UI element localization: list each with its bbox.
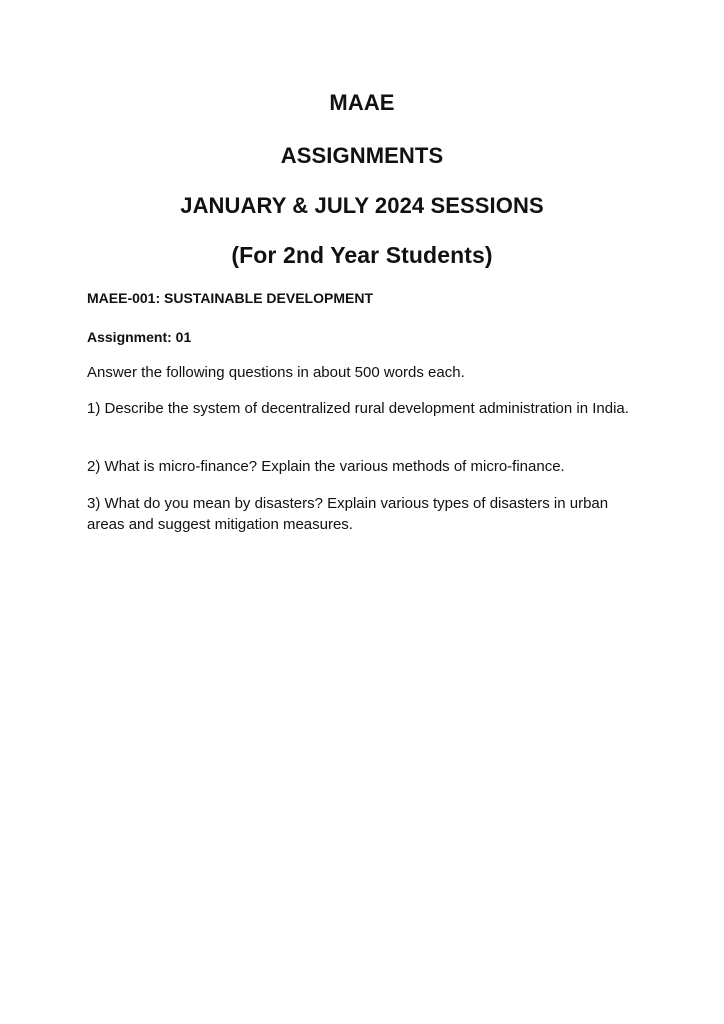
assignment-number: Assignment: 01 [87, 329, 192, 345]
instructions-text: Answer the following questions in about 500 words each. [87, 364, 465, 381]
document-type-heading: ASSIGNMENTS [280, 143, 444, 168]
program-title: MAAE [329, 90, 395, 115]
sessions-heading: JANUARY & JULY 2024 SESSIONS [180, 193, 544, 218]
question-2: 2) What is micro-finance? Explain the various methods of micro-finance. [87, 458, 565, 475]
audience-heading: (For 2nd Year Students) [231, 242, 493, 268]
question-3: 3) What do you mean by disasters? Explain various types of disasters in urban areas and suggest mitigation measures. [87, 495, 609, 533]
course-title: MAEE-001: SUSTAINABLE DEVELOPMENT [87, 290, 373, 306]
question-1: 1) Describe the system of decentralized rural development administration in India. [87, 400, 629, 417]
